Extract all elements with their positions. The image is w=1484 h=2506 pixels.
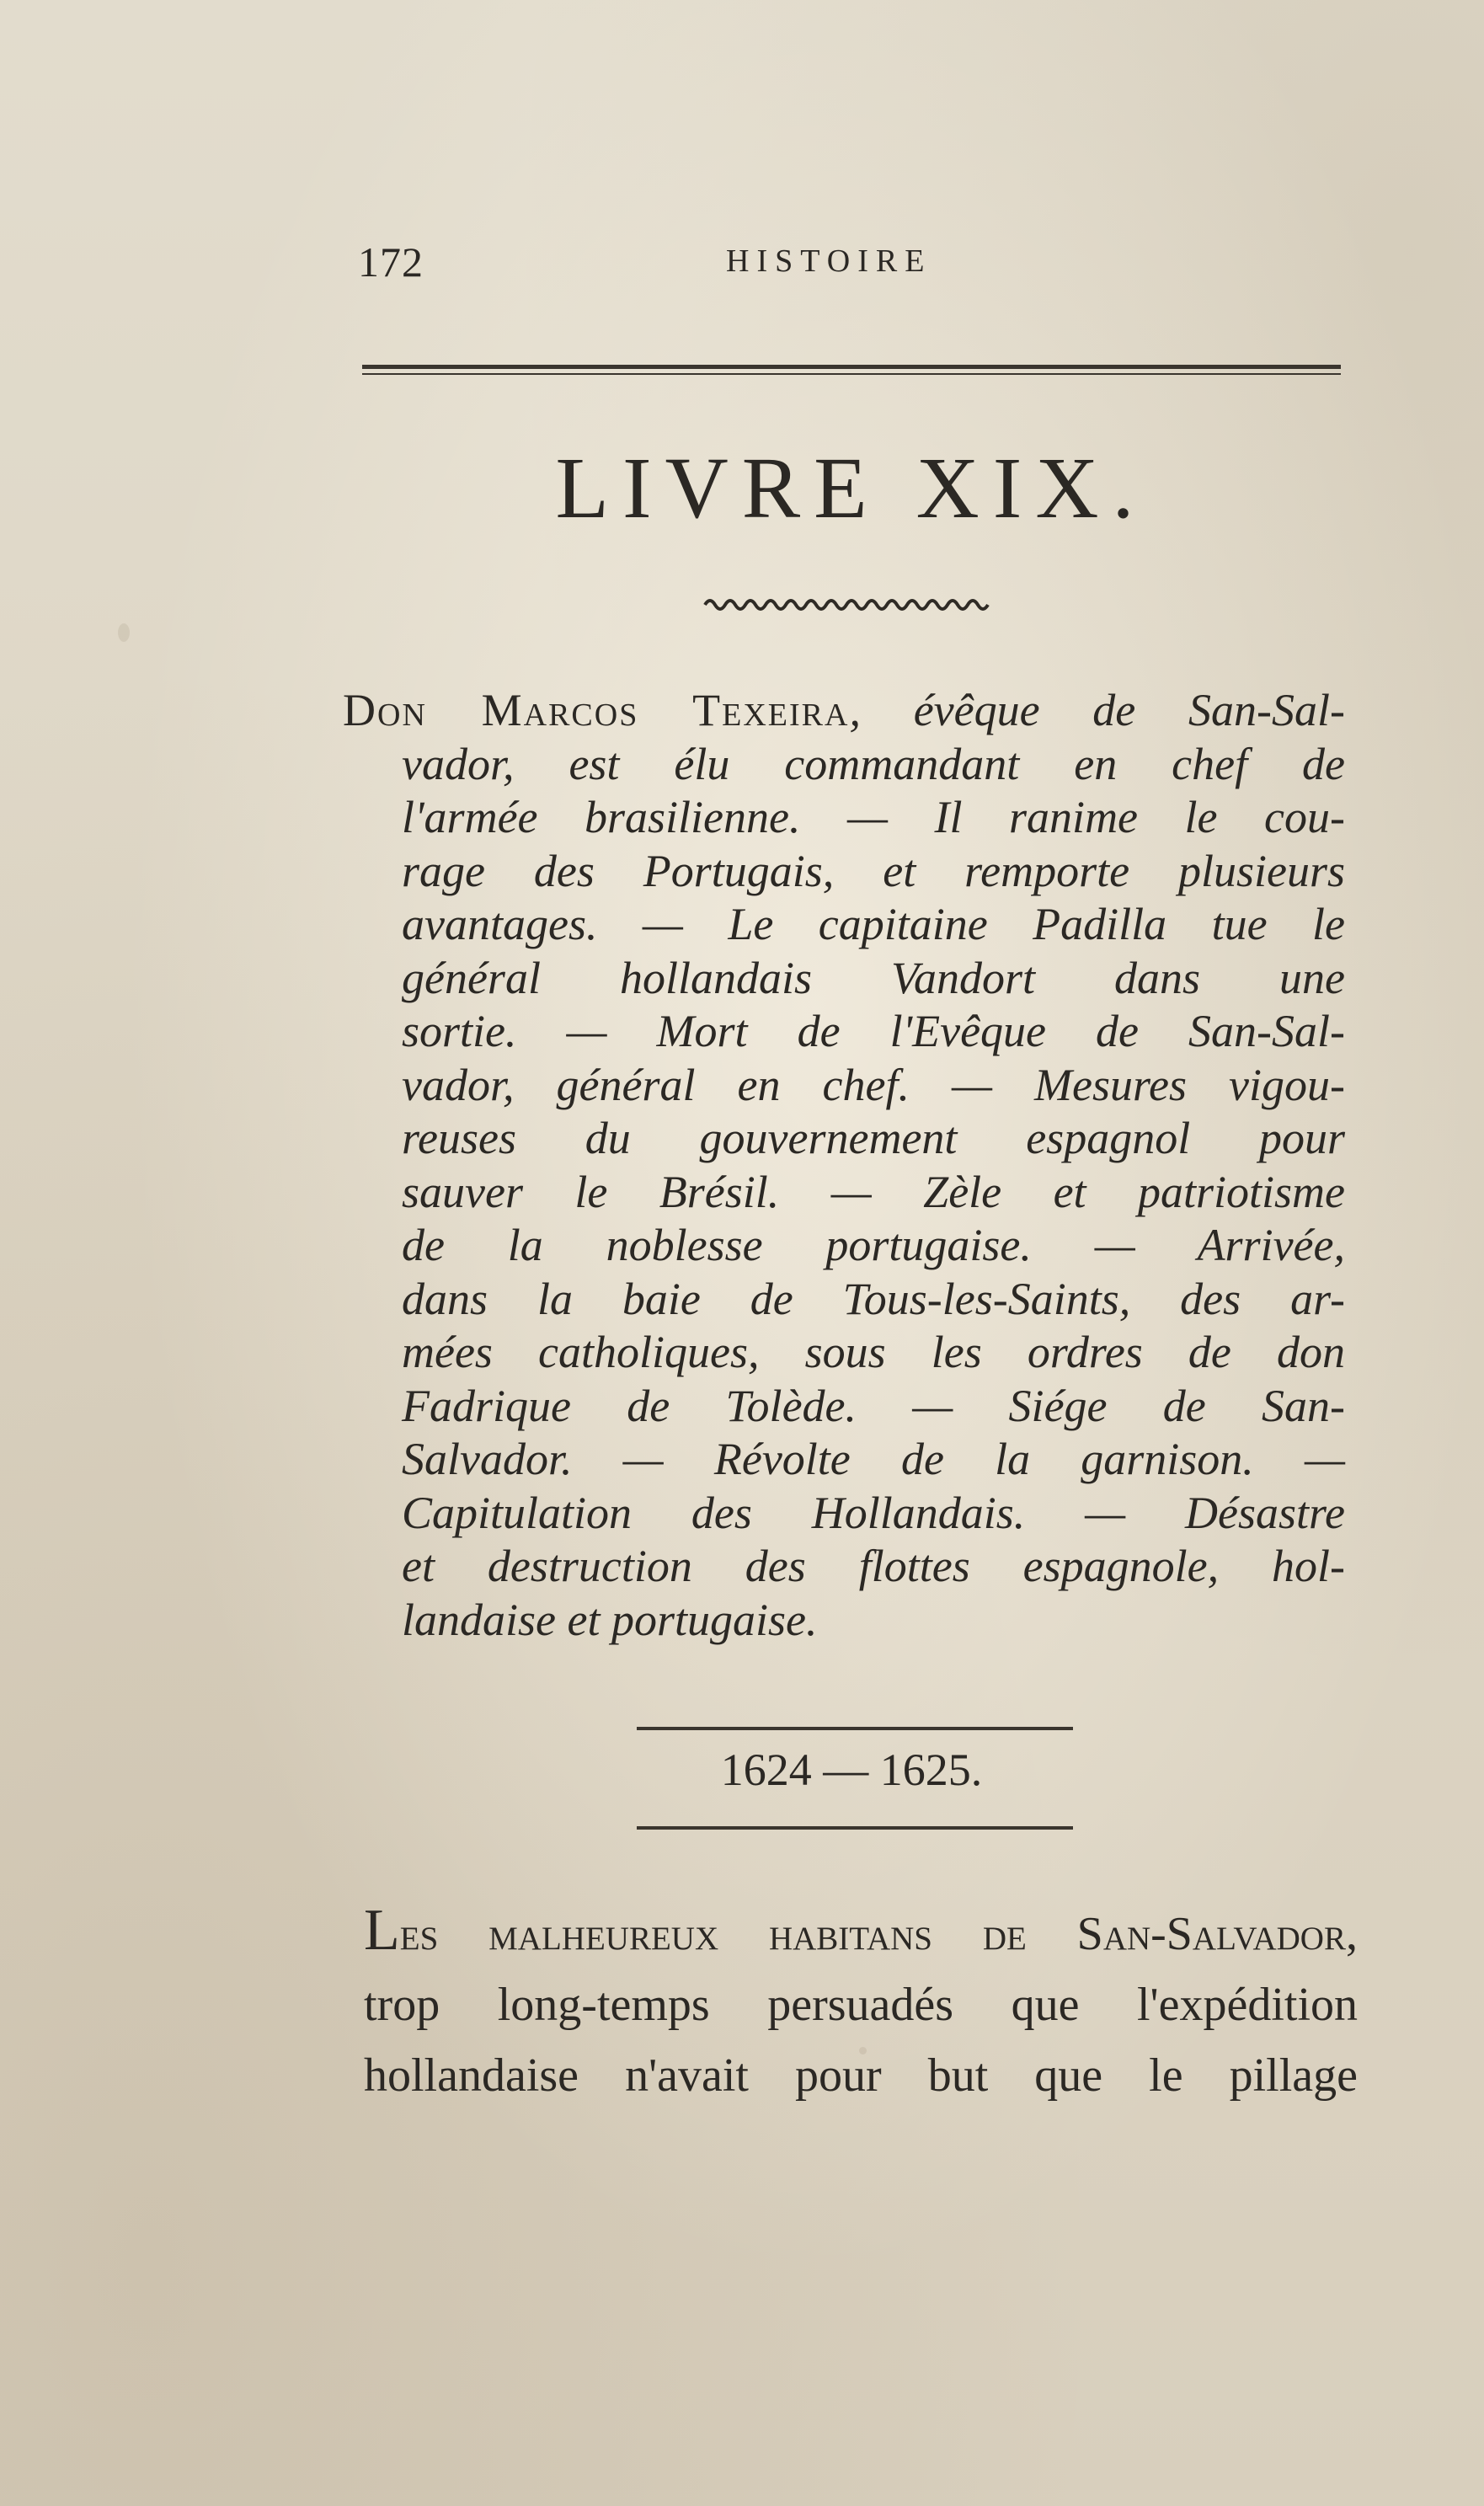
- summary-line: sauver le Brésil. — Zèle et patriotisme: [402, 1166, 1345, 1217]
- date-rule-top: [637, 1727, 1073, 1730]
- body-line: Les malheureux habitans de San-Salvador,: [364, 1898, 1358, 1963]
- paper-stain: [118, 623, 130, 642]
- summary-line: landaise et portugaise.: [402, 1594, 818, 1645]
- running-head: HISTOIRE: [726, 243, 932, 279]
- summary-line: général hollandais Vandort dans une: [402, 952, 1345, 1003]
- header-rule: [362, 365, 1341, 378]
- summary-line: sortie. — Mort de l'Evêque de San-Sal-: [402, 1006, 1345, 1056]
- book-title: LIVRE XIX.: [555, 440, 1148, 537]
- summary-line: reuses du gouvernement espagnol pour: [402, 1113, 1345, 1163]
- summary-line: dans la baie de Tous-les-Saints, des ar-: [402, 1273, 1345, 1324]
- chapter-summary: [343, 684, 1345, 1647]
- summary-line: vador, est élu commandant en chef de: [402, 738, 1345, 789]
- page-number: 172: [358, 238, 424, 286]
- summary-line: l'armée brasilienne. — Il ranime le cou-: [402, 792, 1345, 842]
- summary-line: mées catholiques, sous les ordres de don: [402, 1327, 1345, 1377]
- summary-line: Salvador. — Révolte de la garnison. —: [402, 1434, 1345, 1484]
- ornament-divider: [703, 595, 998, 613]
- summary-line: et destruction des flottes espagnole, hol-: [402, 1541, 1345, 1591]
- body-line: trop long-temps persuadés que l'expédition: [364, 1979, 1358, 2031]
- date-range: 1624 — 1625.: [720, 1745, 983, 1795]
- body-line: hollandaise n'avait pour but que le pillage: [364, 2049, 1358, 2102]
- summary-line: de la noblesse portugaise. — Arrivée,: [402, 1220, 1345, 1270]
- summary-line: Fadrique de Tolède. — Siége de San-: [402, 1380, 1345, 1431]
- summary-line: rage des Portugais, et remporte plusieurs: [402, 845, 1345, 896]
- summary-line: Don Marcos Texeira, évêque de San-Sal-: [343, 685, 1345, 735]
- summary-line: Capitulation des Hollandais. — Désastre: [402, 1487, 1345, 1538]
- summary-line: avantages. — Le capitaine Padilla tue le: [402, 899, 1345, 949]
- date-rule-bottom: [637, 1826, 1073, 1830]
- body-text: [364, 1895, 1358, 2111]
- drop-cap: L: [364, 1898, 400, 1963]
- summary-lead-name: Don Marcos Texeira: [343, 685, 850, 735]
- summary-line: vador, général en chef. — Mesures vigou-: [402, 1059, 1345, 1110]
